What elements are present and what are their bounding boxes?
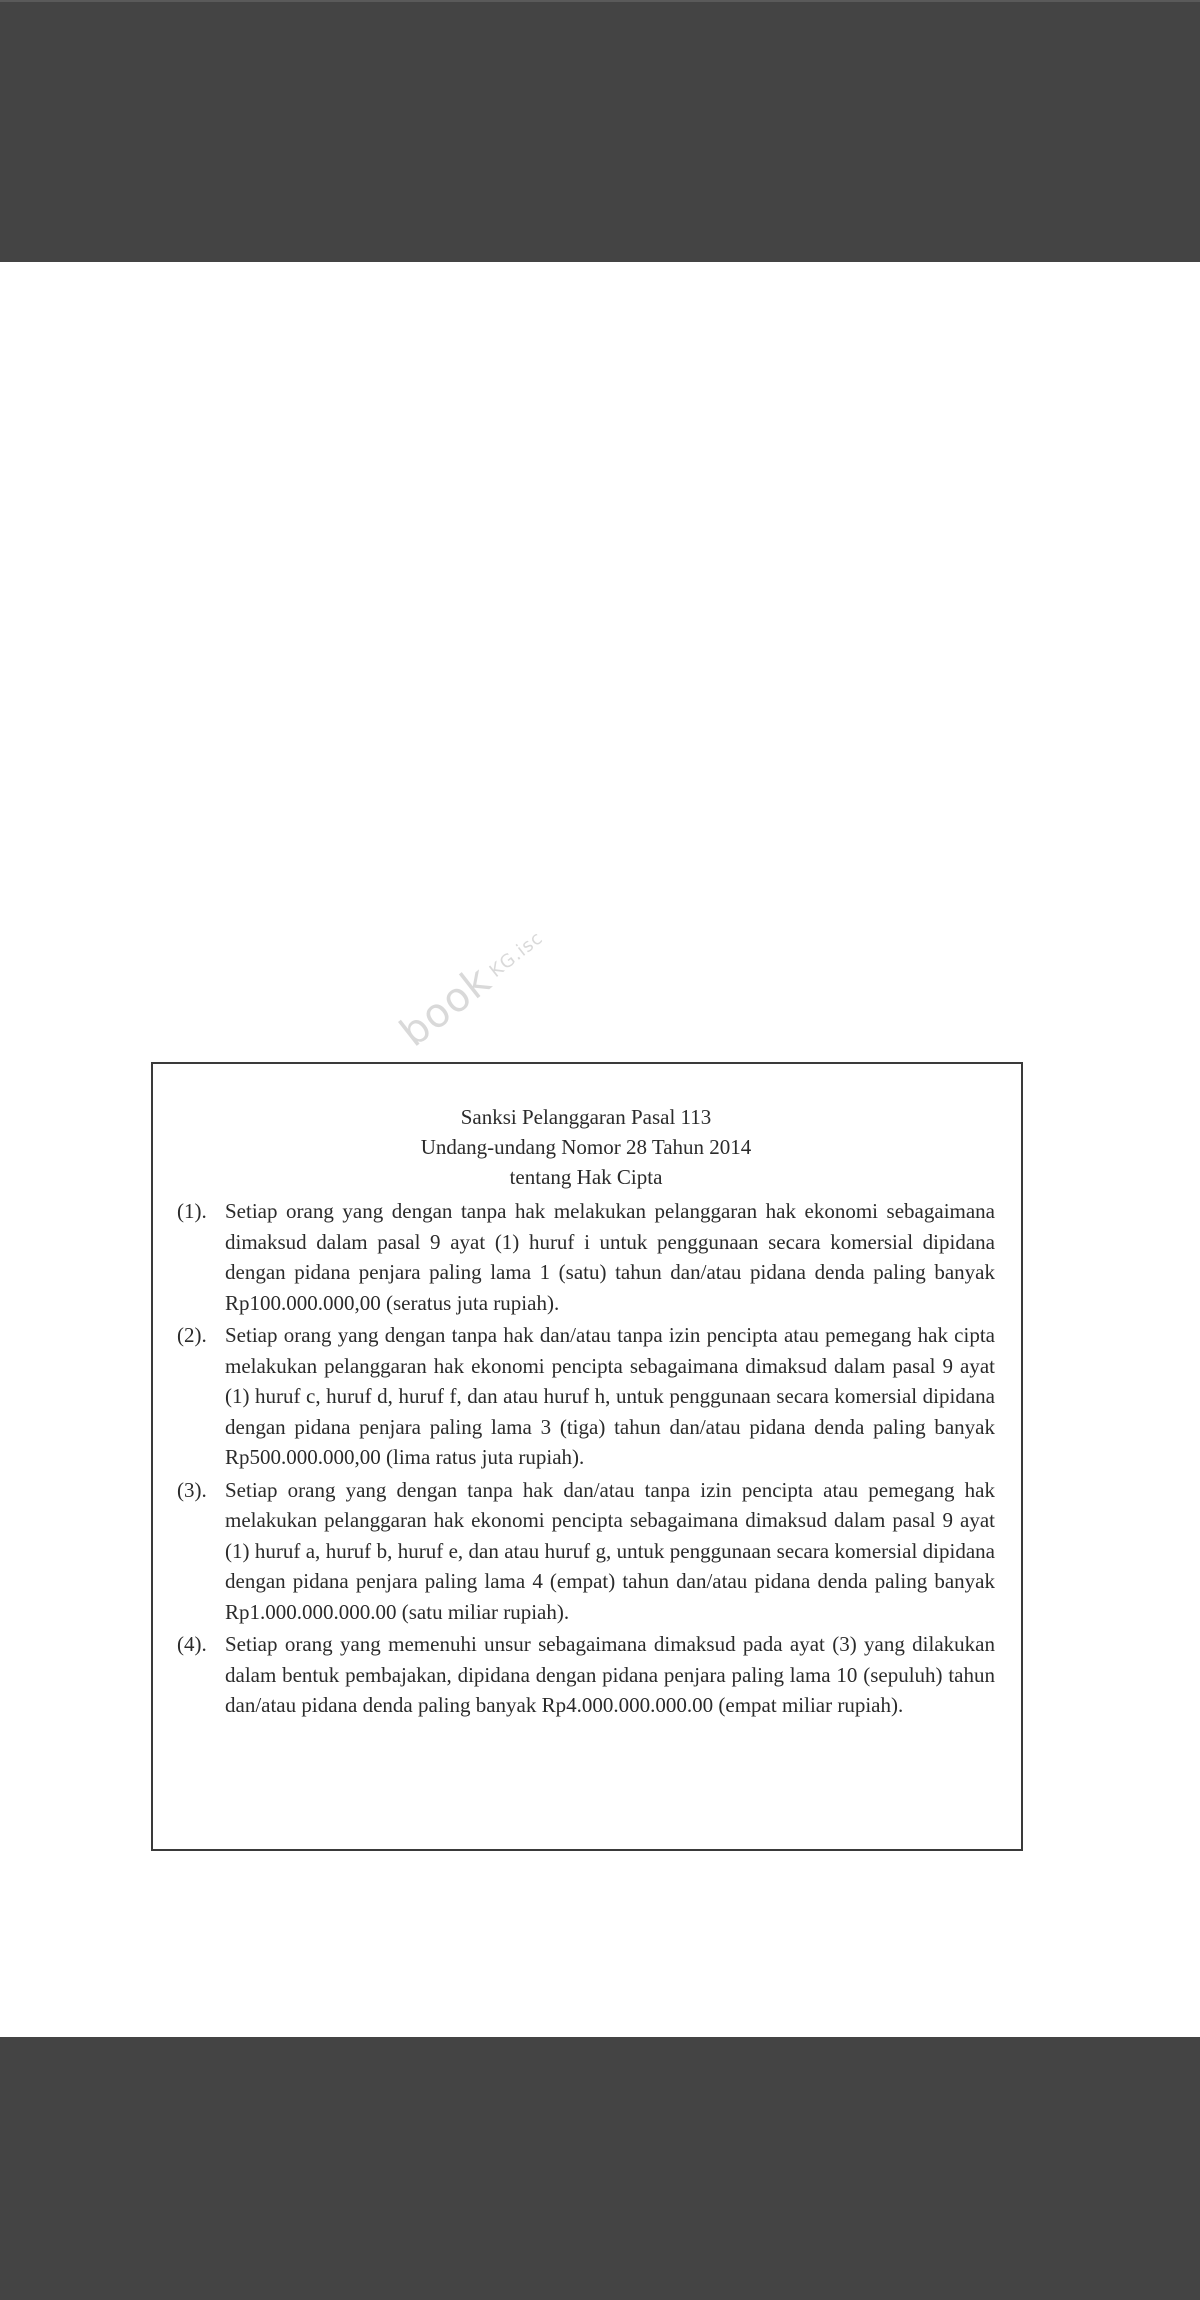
clause-text: Setiap orang yang memenuhi unsur sebagaimana dimaksud pada ayat (3) yang dilakukan dalam bentuk pembajakan, dipidana dengan pidana penjara paling lama 10 (sepuluh) tahun dan/atau pidana denda paling banyak Rp4.000.000.000.00 (empat miliar rupiah). bbox=[225, 1632, 995, 1717]
clause-list bbox=[177, 1196, 995, 1721]
clause-number: (2). bbox=[177, 1323, 207, 1347]
clause-2 bbox=[177, 1320, 995, 1473]
clause-text: Setiap orang yang dengan tanpa hak dan/atau tanpa izin pencipta atau pemegang hak cipta melakukan pelanggaran hak ekonomi pencipta sebagaimana dimaksud dalam pasal 9 ayat (1) huruf c, huruf d, huruf f, dan atau huruf h, untuk penggunaan secara komersial dipidana dengan pidana penjara paling lama 3 (tiga) tahun dan/atau pidana denda paling banyak Rp500.000.000,00 (lima ratus juta rupiah). bbox=[225, 1323, 995, 1469]
clause-4 bbox=[177, 1629, 995, 1721]
clause-number: (3). bbox=[177, 1477, 207, 1502]
sanction-title-line-3: tentang Hak Cipta bbox=[509, 1165, 663, 1189]
clause-number: (4). bbox=[177, 1632, 207, 1656]
sanction-title-line-2: Undang-undang Nomor 28 Tahun 2014 bbox=[420, 1135, 752, 1159]
bottom-bar bbox=[0, 2037, 1200, 2300]
clause-text: Setiap orang yang dengan tanpa hak dan/atau tanpa izin pencipta atau pemegang hak melakukan pelanggaran hak ekonomi pencipta sebagaimana dimaksud dalam pasal 9 ayat (1) huruf a, huruf b, huruf e, dan atau huruf g, untuk penggunaan secara komersial dipidana dengan pidana penjara paling lama 4 (empat) tahun dan/atau pidana denda paling banyak Rp1.000.000.000.00 (satu miliar rupiah). bbox=[225, 1477, 995, 1624]
clause-text: Setiap orang yang dengan tanpa hak melakukan pelanggaran hak ekonomi sebagaimana dimaksud dalam pasal 9 ayat (1) huruf i untuk penggunaan secara komersial dipidana dengan pidana penjara paling lama 1 (satu) tahun dan/atau pidana denda paling banyak Rp100.000.000,00 (seratus juta rupiah). bbox=[225, 1199, 995, 1315]
watermark-text: book bbox=[391, 957, 500, 1056]
watermark-small-text: KG.isc bbox=[485, 926, 547, 982]
sanction-box bbox=[151, 1062, 1023, 1851]
clause-number: (1). bbox=[177, 1199, 207, 1223]
clause-1 bbox=[177, 1196, 995, 1318]
top-bar bbox=[0, 0, 1200, 262]
clause-3 bbox=[177, 1475, 995, 1628]
sanction-title-line-1: Sanksi Pelanggaran Pasal 113 bbox=[460, 1105, 712, 1129]
